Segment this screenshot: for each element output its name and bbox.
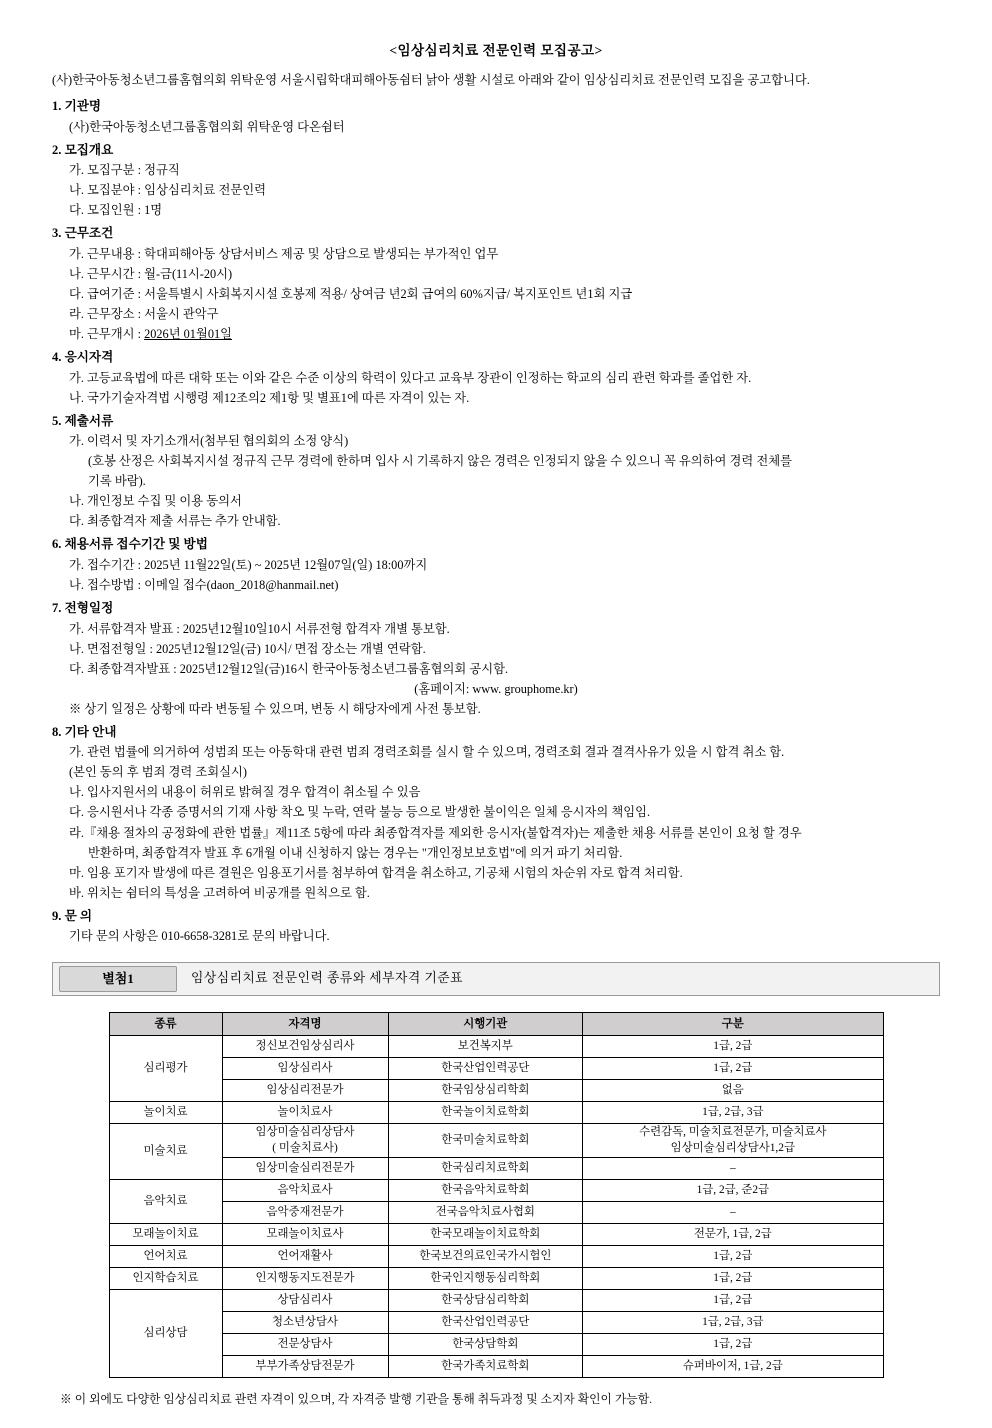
section-line: 나. 입사지원서의 내용이 허위로 밝혀질 경우 합격이 취소될 수 있음: [69, 785, 421, 800]
table-cell-grade: 1급, 2급: [583, 1058, 883, 1080]
table-cell-qualification: 전문상담사: [222, 1334, 388, 1356]
section-line: (사)한국아동청소년그룹홈협의회 위탁운영 다온쉼터: [69, 119, 345, 134]
table-cell-agency: 한국상담학회: [388, 1334, 583, 1356]
section-heading: 9. 문 의: [52, 908, 93, 923]
table-cell-agency: 한국산업인력공단: [388, 1312, 583, 1334]
table-cell-agency: 한국심리치료학회: [388, 1158, 583, 1180]
start-date-underlined: 2026년 01월01일: [144, 327, 233, 342]
section-line: 나. 접수방법 : 이메일 접수(daon_2018@hanmail.net): [69, 578, 339, 592]
table-cell-qualification: 언어재활사: [222, 1246, 388, 1268]
section-line: 나. 면접전형일 : 2025년12월12일(금) 10시/ 면접 장소는 개별 연락함.: [69, 641, 426, 656]
table-cell-grade: 전문가, 1급, 2급: [583, 1224, 883, 1246]
table-row: [109, 1224, 883, 1246]
section-line: 기록 바람).: [88, 474, 146, 489]
table-row: [109, 1058, 883, 1080]
table-row: [109, 1080, 883, 1102]
section-line: 나. 근무시간 : 월-금(11시-20시): [69, 266, 233, 281]
table-cell-grade: 수련감독, 미술치료전문가, 미술치료사 임상미술심리상담사1,2급: [583, 1124, 883, 1158]
table-footnote: ※ 이 외에도 다양한 임상심리치료 관련 자격이 있으며, 각 자격증 발행 기관을 통해 취득과정 및 소지자 확인이 가능함.: [60, 1392, 653, 1407]
table-cell-grade: 1급, 2급, 준2급: [583, 1180, 883, 1202]
table-cell-type: 언어치료: [109, 1246, 222, 1268]
table-row: [109, 1102, 883, 1124]
table-cell-qualification: 임상심리사: [222, 1058, 388, 1080]
table-cell-agency: 한국모래놀이치료학회: [388, 1224, 583, 1246]
table-row: [109, 1290, 883, 1312]
table-cell-agency: 전국음악치료사협회: [388, 1202, 583, 1224]
attachment-banner: [52, 962, 940, 996]
table-cell-grade: 1급, 2급, 3급: [583, 1312, 883, 1334]
table-row: [109, 1124, 883, 1158]
table-row: [109, 1356, 883, 1378]
table-cell-qualification: 정신보건임상심리사: [222, 1036, 388, 1058]
section-heading: 7. 전형일정: [52, 601, 114, 616]
section-line: (본인 동의 후 범죄 경력 조회실시): [69, 765, 247, 780]
table-cell-agency: 한국음악치료학회: [388, 1180, 583, 1202]
table-row: [109, 1312, 883, 1334]
table-cell-agency: 한국산업인력공단: [388, 1058, 583, 1080]
page-title: <임상심리치료 전문인력 모집공고>: [389, 43, 603, 58]
section-line: 바. 위치는 쉼터의 특성을 고려하여 비공개를 원칙으로 함.: [69, 885, 370, 900]
table-cell-qualification: 임상미술심리상담사 ( 미술치료사): [222, 1124, 388, 1158]
table-cell-qualification: 음악치료사: [222, 1180, 388, 1202]
table-header-cell: 시행기관: [388, 1013, 583, 1036]
section-line-text: 마. 근무개시 :: [69, 327, 145, 342]
section-line: 가. 모집구분 : 정규직: [69, 163, 180, 178]
section-line: 나. 개인정보 수집 및 이용 동의서: [69, 494, 242, 509]
table-row: [109, 1268, 883, 1290]
table-cell-grade: 1급, 2급: [583, 1334, 883, 1356]
table-cell-type: 미술치료: [109, 1124, 222, 1180]
table-row: [109, 1180, 883, 1202]
section-heading: 2. 모집개요: [52, 142, 114, 157]
table-row: [109, 1246, 883, 1268]
table-cell-type: 놀이치료: [109, 1102, 222, 1124]
table-cell-grade: 1급, 2급, 3급: [583, 1102, 883, 1124]
table-header-cell: 종류: [109, 1013, 222, 1036]
table-cell-grade: 1급, 2급: [583, 1036, 883, 1058]
section-line: 다. 최종합격자 제출 서류는 추가 안내함.: [69, 514, 281, 529]
section-line: 반환하며, 최종합격자 발표 후 6개월 이내 신청하지 않는 경우는 "개인정보보호법"에 의거 파기 처리함.: [88, 845, 623, 860]
table-row: [109, 1158, 883, 1180]
table-cell-qualification: 놀이치료사: [222, 1102, 388, 1124]
sections-container: [52, 97, 940, 946]
section-line: 가. 관련 법률에 의거하여 성범죄 또는 아동학대 관련 범죄 경력조회를 실시 할 수 있으며, 경력조회 결과 결격사유가 있을 시 합격 취소 함.: [69, 745, 785, 760]
table-row: [109, 1334, 883, 1356]
section-line: 가. 근무내용 : 학대피해아동 상담서비스 제공 및 상담으로 발생되는 부가적인 업무: [69, 246, 499, 261]
table-cell-agency: 보건복지부: [388, 1036, 583, 1058]
section-line: 가. 고등교육법에 따른 대학 또는 이와 같은 수준 이상의 학력이 있다고 교육부 장관이 인정하는 학교의 심리 관련 학과를 졸업한 자.: [69, 370, 752, 385]
table-cell-agency: 한국가족치료학회: [388, 1356, 583, 1378]
section-line: 가. 서류합격자 발표 : 2025년12월10일10시 서류전형 합격자 개별 통보함.: [69, 621, 450, 636]
table-header-row: [109, 1013, 883, 1036]
section-line: 기타 문의 사항은 010-6658-3281로 문의 바랍니다.: [69, 929, 330, 944]
table-cell-type: 심리상담: [109, 1290, 222, 1378]
table-cell-qualification: 음악중재전문가: [222, 1202, 388, 1224]
table-row: [109, 1202, 883, 1224]
table-cell-grade: –: [583, 1202, 883, 1224]
qualification-table: [109, 1012, 884, 1378]
table-cell-qualification: 인지행동지도전문가: [222, 1268, 388, 1290]
table-cell-qualification: 임상심리전문가: [222, 1080, 388, 1102]
section-line: (홈페이지: www. grouphome.kr): [414, 681, 578, 696]
table-cell-type: 음악치료: [109, 1180, 222, 1224]
table-cell-grade: 없음: [583, 1080, 883, 1102]
section-line: 마. 임용 포기자 발생에 따른 결원은 임용포기서를 첨부하여 합격을 취소하고, 기공채 시험의 차순위 자로 합격 처리함.: [69, 865, 683, 880]
table-cell-agency: 한국놀이치료학회: [388, 1102, 583, 1124]
section-heading: 5. 제출서류: [52, 413, 114, 428]
table-body: [109, 1036, 883, 1378]
section-line: 다. 급여기준 : 서울특별시 사회복지시설 호봉제 적용/ 상여금 년2회 급여의 60%지급/ 복지포인트 년1회 지급: [69, 286, 633, 301]
section-heading: 3. 근무조건: [52, 226, 114, 241]
table-header-cell: 구분: [583, 1013, 883, 1036]
table-cell-grade: –: [583, 1158, 883, 1180]
section-line: (호봉 산정은 사회복지시설 정규직 근무 경력에 한하며 입사 시 기록하지 않은 경력은 인정되지 않을 수 있으니 꼭 유의하여 경력 전체를: [88, 454, 792, 469]
table-cell-qualification: 청소년상담사: [222, 1312, 388, 1334]
section-line: 라. 근무장소 : 서울시 관악구: [69, 306, 219, 321]
attachment-title: 임상심리치료 전문인력 종류와 세부자격 기준표: [191, 971, 464, 986]
attachment-chip: 별첨1: [59, 966, 177, 992]
table-cell-type: 인지학습치료: [109, 1268, 222, 1290]
section-line: 나. 모집분야 : 임상심리치료 전문인력: [69, 183, 266, 198]
table-cell-qualification: 임상미술심리전문가: [222, 1158, 388, 1180]
table-cell-grade: 1급, 2급: [583, 1246, 883, 1268]
table-cell-type: 모래놀이치료: [109, 1224, 222, 1246]
table-cell-agency: 한국보건의료인국가시험인: [388, 1246, 583, 1268]
table-cell-agency: 한국인지행동심리학회: [388, 1268, 583, 1290]
section-heading: 8. 기타 안내: [52, 724, 117, 739]
section-heading: 4. 응시자격: [52, 350, 114, 365]
section-line: 가. 접수기간 : 2025년 11월22일(토) ~ 2025년 12월07일(일) 18:00까지: [69, 557, 428, 572]
table-cell-qualification: 모래놀이치료사: [222, 1224, 388, 1246]
table-cell-type: 심리평가: [109, 1036, 222, 1102]
table-cell-grade: 1급, 2급: [583, 1290, 883, 1312]
section-heading: 6. 채용서류 접수기간 및 방법: [52, 537, 208, 552]
section-line: 라.『채용 절차의 공정화에 관한 법률』제11조 5항에 따라 최종합격자를 제외한 응시자(불합격자)는 제출한 채용 서류를 본인이 요청 할 경우: [69, 825, 802, 840]
table-cell-agency: 한국미술치료학회: [388, 1124, 583, 1158]
table-cell-grade: 슈퍼바이저, 1급, 2급: [583, 1356, 883, 1378]
section-line: 다. 응시원서나 각종 증명서의 기재 사항 착오 및 누락, 연락 불능 등으로 발생한 불이익은 일체 응시자의 책임임.: [69, 805, 651, 820]
section-heading: 1. 기관명: [52, 99, 102, 114]
table-cell-qualification: 부부가족상담전문가: [222, 1356, 388, 1378]
section-line: 다. 최종합격자발표 : 2025년12월12일(금)16시 한국아동청소년그룹홈협의회 공시함.: [69, 661, 509, 676]
table-cell-grade: 1급, 2급: [583, 1268, 883, 1290]
section-line: 다. 모집인원 : 1명: [69, 203, 163, 218]
section-line: [69, 325, 940, 344]
section-line: 나. 국가기술자격법 시행령 제12조의2 제1항 및 별표1에 따른 자격이 있는 자.: [69, 390, 470, 405]
section-line: 가. 이력서 및 자기소개서(첨부된 협의회의 소정 양식): [69, 434, 349, 449]
section-line: ※ 상기 일정은 상황에 따라 변동될 수 있으며, 변동 시 해당자에게 사전 통보함.: [69, 701, 481, 716]
table-cell-agency: 한국임상심리학회: [388, 1080, 583, 1102]
intro-paragraph: (사)한국아동청소년그룹홈협의회 위탁운영 서울시립학대피해아동쉼터 낡아 생활 시설로 아래와 같이 임상심리치료 전문인력 모집을 공고합니다.: [52, 73, 810, 88]
table-row: [109, 1036, 883, 1058]
table-cell-qualification: 상담심리사: [222, 1290, 388, 1312]
table-cell-agency: 한국상담심리학회: [388, 1290, 583, 1312]
table-header-cell: 자격명: [222, 1013, 388, 1036]
